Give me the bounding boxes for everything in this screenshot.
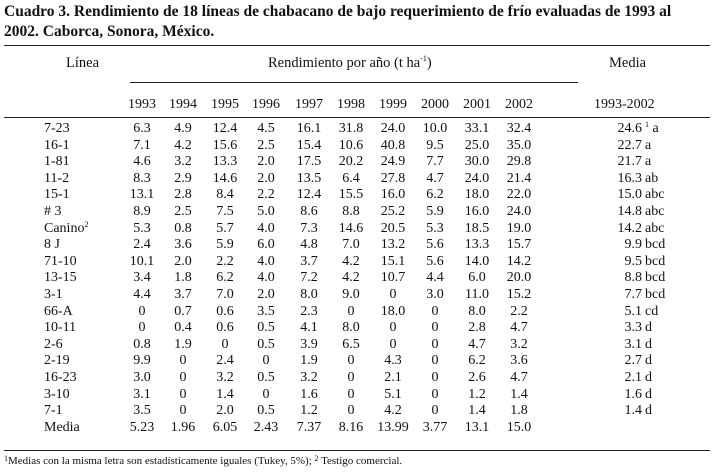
yield-cell: 15.7 (506, 237, 532, 253)
year-header: 1997 (295, 97, 323, 112)
yield-cell: 40.8 (380, 137, 406, 153)
yield-cell: 2.0 (257, 154, 275, 170)
yield-cell: 6.2 (468, 353, 486, 369)
yield-cell: 7.2 (300, 270, 318, 286)
row-line-label: 16-23 (44, 369, 77, 385)
yield-cell: 0 (179, 353, 187, 369)
yield-cell: 0 (179, 403, 187, 419)
table-body (0, 121, 717, 436)
yield-cell: 0 (431, 403, 439, 419)
yield-cell: 2.2 (510, 303, 528, 319)
table-row (0, 403, 717, 420)
yield-cell: 4.2 (342, 270, 360, 286)
top-rule (4, 45, 710, 46)
yield-cell: 0.8 (174, 220, 192, 236)
yield-cell: 3.2 (216, 369, 234, 385)
significance-letters: $^1$ a (645, 120, 659, 136)
yield-cell: 0.7 (174, 303, 192, 319)
row-line-label: 2-6 (44, 336, 63, 352)
significance-letters: bcd (645, 286, 666, 302)
yield-cell: 5.0 (257, 203, 275, 219)
mean-cell: 5.1 (624, 303, 642, 319)
yield-cell: 16.0 (464, 203, 490, 219)
yield-cell: 13.5 (296, 170, 322, 186)
mean-cell: 3.3 (624, 320, 642, 336)
yield-cell: 1.2 (300, 403, 318, 419)
yield-cell: 4.2 (384, 403, 402, 419)
yield-cell: 3.6 (174, 237, 192, 253)
yield-cell: 13.1 (129, 187, 155, 203)
yield-cell: 1.9 (300, 353, 318, 369)
yield-cell: 7.5 (216, 203, 234, 219)
yield-cell: 8.16 (338, 419, 364, 435)
table-row (0, 171, 717, 188)
yield-cell: 18.5 (464, 220, 490, 236)
yield-cell: 35.0 (506, 137, 532, 153)
yield-cell: 13.3 (464, 237, 490, 253)
yield-cell: 3.2 (300, 369, 318, 385)
yield-cell: 6.4 (342, 170, 360, 186)
yield-cell: 13.3 (212, 154, 238, 170)
table-row (0, 237, 717, 254)
yield-cell: 8.8 (342, 203, 360, 219)
yield-cell: 5.3 (426, 220, 444, 236)
yield-cell: 13.99 (377, 419, 409, 435)
significance-letters: d (645, 336, 652, 352)
table-row (0, 221, 717, 238)
yield-cell: 5.7 (216, 220, 234, 236)
yield-cell: 0 (138, 320, 146, 336)
table-row (0, 387, 717, 404)
yield-cell: 2.1 (384, 369, 402, 385)
yield-cell: 4.2 (342, 253, 360, 269)
year-header: 2001 (463, 97, 491, 112)
yield-cell: 24.9 (380, 154, 406, 170)
yield-cell: 15.4 (296, 137, 322, 153)
yield-cell: 19.0 (506, 220, 532, 236)
yield-cell: 0 (347, 369, 355, 385)
yield-cell: 22.0 (506, 187, 532, 203)
yield-cell: 30.0 (464, 154, 490, 170)
row-line-label: 8 J (44, 237, 60, 253)
table-row (0, 320, 717, 337)
yield-cell: 1.2 (468, 386, 486, 402)
yield-cell: 15.1 (380, 253, 406, 269)
table-row (0, 154, 717, 171)
yield-cell: 5.1 (384, 386, 402, 402)
yield-cell: 4.7 (468, 336, 486, 352)
row-line-label: 7-23 (44, 121, 70, 136)
yield-cell: 21.4 (506, 170, 532, 186)
significance-letters: d (645, 353, 652, 369)
yield-cell: 1.8 (174, 270, 192, 286)
yield-cell: 3.1 (133, 386, 151, 402)
significance-letters: bcd (645, 237, 666, 253)
yield-cell: 0 (347, 303, 355, 319)
row-line-label: 3-1 (44, 286, 63, 302)
row-line-label: 15-1 (44, 187, 70, 203)
yield-cell: 0 (138, 303, 146, 319)
yield-cell: 4.6 (133, 154, 151, 170)
yield-cell: 24.0 (380, 121, 406, 136)
yield-cell: 2.0 (174, 253, 192, 269)
yield-cell: 9.0 (342, 286, 360, 302)
yield-cell: 6.0 (257, 237, 275, 253)
significance-letters: abc (645, 203, 665, 219)
yield-cell: 2.3 (300, 303, 318, 319)
yield-cell: 7.7 (426, 154, 444, 170)
yield-cell: 24.0 (464, 170, 490, 186)
yield-cell: 15.2 (506, 286, 532, 302)
yield-cell: 0 (179, 386, 187, 402)
yield-cell: 2.8 (174, 187, 192, 203)
yield-cell: 2.4 (216, 353, 234, 369)
table-row (0, 420, 717, 437)
yield-cell: 3.7 (174, 286, 192, 302)
yield-cell: 2.8 (468, 320, 486, 336)
yield-cell: 4.1 (300, 320, 318, 336)
yield-cell: 0 (431, 353, 439, 369)
year-header: 2000 (421, 97, 449, 112)
table-row (0, 121, 717, 138)
row-line-label: 66-A (44, 303, 73, 319)
significance-letters: abc (645, 187, 665, 203)
yield-cell: 1.8 (510, 403, 528, 419)
table-row (0, 370, 717, 387)
footnote: $^1$Medias con la misma letra son estadísticamente iguales (Tukey, 5%); $^2$ Testigo comercial. (4, 454, 403, 467)
yield-cell: 3.6 (510, 353, 528, 369)
yield-cell: 4.0 (257, 270, 275, 286)
yield-cell: 5.23 (129, 419, 155, 435)
mean-cell: 21.7 (617, 154, 642, 170)
yield-cell: 4.4 (133, 286, 151, 302)
yield-cell: 5.9 (216, 237, 234, 253)
yield-cell: 0.5 (257, 320, 275, 336)
yield-cell: 4.5 (257, 121, 275, 136)
yield-cell: 2.2 (216, 253, 234, 269)
yield-cell: 7.1 (133, 137, 151, 153)
table-row (0, 304, 717, 321)
yield-cell: 4.4 (426, 270, 444, 286)
yield-cell: 8.0 (342, 320, 360, 336)
yield-cell: 0 (431, 369, 439, 385)
yield-cell: 0.5 (257, 336, 275, 352)
yield-cell: 10.6 (338, 137, 364, 153)
yield-cell: 2.6 (468, 369, 486, 385)
yield-cell: 4.7 (510, 320, 528, 336)
yield-cell: 2.0 (257, 170, 275, 186)
yield-cell: 7.3 (300, 220, 318, 236)
yield-cell: 13.2 (380, 237, 406, 253)
yield-cell: 0.5 (257, 403, 275, 419)
yield-cell: 8.0 (468, 303, 486, 319)
yield-cell: 0.4 (174, 320, 192, 336)
years-rule (130, 82, 578, 83)
row-line-label: 3-10 (44, 386, 70, 402)
row-line-label: 13-15 (44, 270, 77, 286)
mean-cell: 9.9 (624, 237, 642, 253)
yield-cell: 0 (262, 353, 270, 369)
yield-cell: 15.0 (506, 419, 532, 435)
yield-cell: 1.4 (510, 386, 528, 402)
yield-cell: 14.0 (464, 253, 490, 269)
bottom-rule (4, 450, 710, 451)
mean-cell: 15.0 (617, 187, 642, 203)
yield-cell: 25.0 (464, 137, 490, 153)
yield-cell: 3.9 (300, 336, 318, 352)
yield-cell: 0 (389, 336, 397, 352)
row-line-label: 1-81 (44, 154, 70, 170)
yield-cell: 6.0 (468, 270, 486, 286)
yield-cell: 4.3 (384, 353, 402, 369)
yield-cell: 10.7 (380, 270, 406, 286)
yield-cell: 2.0 (257, 286, 275, 302)
yield-cell: 3.5 (133, 403, 151, 419)
mean-cell: 1.6 (624, 386, 642, 402)
yield-cell: 6.3 (133, 121, 151, 136)
yield-cell: 3.2 (510, 336, 528, 352)
mean-cell: 14.2 (617, 220, 642, 236)
yield-cell: 0 (431, 303, 439, 319)
significance-letters: a (645, 137, 652, 153)
yield-cell: 15.6 (212, 137, 238, 153)
yield-cell: 3.0 (133, 369, 151, 385)
yield-cell: 10.0 (422, 121, 448, 136)
yield-cell: 1.6 (300, 386, 318, 402)
year-header: 1996 (252, 97, 280, 112)
yield-cell: 2.0 (216, 403, 234, 419)
row-line-label: 71-10 (44, 253, 77, 269)
yield-cell: 16.1 (296, 121, 322, 136)
yield-cell: 6.2 (216, 270, 234, 286)
yield-cell: 4.0 (257, 220, 275, 236)
yield-cell: 8.6 (300, 203, 318, 219)
yield-cell: 15.5 (338, 187, 364, 203)
yield-cell: 8.4 (216, 187, 234, 203)
yield-cell: 0 (347, 353, 355, 369)
table-row (0, 138, 717, 155)
row-line-label: 7-1 (44, 403, 63, 419)
yield-cell: 7.37 (296, 419, 322, 435)
year-header: 2002 (505, 97, 533, 112)
row-line-label: 10-11 (44, 320, 77, 336)
yield-cell: 1.9 (174, 336, 192, 352)
yield-cell: 0.8 (133, 336, 151, 352)
year-header: 1998 (337, 97, 365, 112)
mean-cell: 1.4 (624, 403, 642, 419)
yield-cell: 1.96 (170, 419, 196, 435)
significance-letters: abc (645, 220, 665, 236)
yield-cell: 18.0 (380, 303, 406, 319)
yield-cell: 4.2 (174, 137, 192, 153)
year-header: 1993 (128, 97, 156, 112)
yield-cell: 5.6 (426, 253, 444, 269)
table-caption: Cuadro 3. Rendimiento de 18 líneas de chabacano de bajo requerimiento de frío evaluadas de 1993 al 2002. Caborca, Sonora, México. (4, 3, 672, 40)
yield-cell: 18.0 (464, 187, 490, 203)
yield-cell: 9.5 (426, 137, 444, 153)
yield-cell: 3.77 (422, 419, 448, 435)
yield-cell: 6.5 (342, 336, 360, 352)
header-media: Media (609, 55, 647, 71)
mean-cell: 2.1 (624, 369, 642, 385)
yield-cell: 16.0 (380, 187, 406, 203)
yield-cell: 7.0 (216, 286, 234, 302)
yield-cell: 3.7 (300, 253, 318, 269)
year-header: 1999 (379, 97, 407, 112)
yield-cell: 5.9 (426, 203, 444, 219)
yield-cell: 27.8 (380, 170, 406, 186)
yield-cell: 12.4 (296, 187, 322, 203)
year-header: 1995 (211, 97, 239, 112)
yield-cell: 2.5 (174, 203, 192, 219)
yield-cell: 0 (262, 386, 270, 402)
yield-cell: 1.4 (216, 386, 234, 402)
row-line-label: 2-19 (44, 353, 70, 369)
mean-cell: 7.7 (624, 286, 642, 302)
yield-cell: 5.6 (426, 237, 444, 253)
yield-cell: 4.7 (510, 369, 528, 385)
yield-cell: 6.05 (212, 419, 238, 435)
yield-cell: 10.1 (129, 253, 155, 269)
mean-cell: 14.8 (617, 203, 642, 219)
yield-cell: 0 (431, 386, 439, 402)
mean-cell: 8.8 (624, 270, 642, 286)
table-row (0, 204, 717, 221)
header-media-range: 1993-2002 (594, 97, 655, 112)
mean-cell: 24.6 (617, 121, 642, 136)
yield-cell: 25.2 (380, 203, 406, 219)
yield-cell: 1.4 (468, 403, 486, 419)
yield-cell: 0 (389, 286, 397, 302)
yield-cell: 9.9 (133, 353, 151, 369)
table-row (0, 287, 717, 304)
yield-cell: 0.6 (216, 303, 234, 319)
yield-cell: 32.4 (506, 121, 532, 136)
header-linea: Línea (66, 55, 100, 71)
yield-cell: 11.0 (465, 286, 489, 302)
yield-cell: 17.5 (296, 154, 322, 170)
yield-cell: 2.43 (253, 419, 279, 435)
yield-cell: 0 (347, 403, 355, 419)
significance-letters: d (645, 386, 652, 402)
significance-letters: bcd (645, 270, 666, 286)
row-line-label: 16-1 (44, 137, 70, 153)
row-line-label: Media (44, 419, 80, 435)
significance-letters: d (645, 369, 652, 385)
yield-cell: 24.0 (506, 203, 532, 219)
significance-letters: a (645, 154, 652, 170)
yield-cell: 12.4 (212, 121, 238, 136)
yield-cell: 8.3 (133, 170, 151, 186)
yield-cell: 4.7 (426, 170, 444, 186)
yield-cell: 20.2 (338, 154, 364, 170)
yield-cell: 13.1 (464, 419, 490, 435)
yield-cell: 33.1 (464, 121, 490, 136)
yield-cell: 2.4 (133, 237, 151, 253)
yield-cell: 20.0 (506, 270, 532, 286)
table-row (0, 353, 717, 370)
yield-cell: 14.6 (338, 220, 364, 236)
yield-cell: 0 (347, 386, 355, 402)
header-bottom-rule (4, 117, 710, 118)
yield-cell: 0.5 (257, 369, 275, 385)
yield-cell: 31.8 (338, 121, 364, 136)
mean-cell: 16.3 (617, 170, 642, 186)
table-row (0, 270, 717, 287)
yield-cell: 3.5 (257, 303, 275, 319)
row-line-label: # 3 (44, 203, 62, 219)
row-line-label: Canino$^2$ (44, 219, 89, 236)
yield-cell: 4.8 (300, 237, 318, 253)
yield-cell: 3.4 (133, 270, 151, 286)
yield-cell: 6.2 (426, 187, 444, 203)
mean-cell: 9.5 (624, 253, 642, 269)
yield-cell: 2.9 (174, 170, 192, 186)
significance-letters: bcd (645, 253, 666, 269)
significance-letters: ab (645, 170, 659, 186)
mean-cell: 3.1 (624, 336, 642, 352)
yield-cell: 0 (431, 336, 439, 352)
row-line-label: 11-2 (44, 170, 70, 186)
yield-cell: 4.0 (257, 253, 275, 269)
year-header: 1994 (169, 97, 197, 112)
significance-letters: d (645, 403, 652, 419)
table-row (0, 187, 717, 204)
table-row (0, 337, 717, 354)
yield-cell: 2.2 (257, 187, 275, 203)
yield-cell: 3.2 (174, 154, 192, 170)
yield-cell: 14.6 (212, 170, 238, 186)
yield-cell: 0.6 (216, 320, 234, 336)
significance-letters: d (645, 320, 652, 336)
mean-cell: 2.7 (624, 353, 642, 369)
yield-cell: 0 (389, 320, 397, 336)
table-row (0, 254, 717, 271)
header-rendimiento: Rendimiento por año (t $ha^{-1}$) (268, 54, 432, 71)
yield-cell: 4.9 (174, 121, 192, 136)
yield-cell: 29.8 (506, 154, 532, 170)
mean-cell: 22.7 (617, 137, 642, 153)
yield-cell: 0 (179, 369, 187, 385)
yield-cell: 14.2 (506, 253, 532, 269)
yield-cell: 0 (221, 336, 229, 352)
significance-letters: cd (645, 303, 659, 319)
yield-cell: 3.0 (426, 286, 444, 302)
yield-cell: 20.5 (380, 220, 406, 236)
yield-cell: 7.0 (342, 237, 360, 253)
yield-cell: 0 (431, 320, 439, 336)
yield-cell: 2.5 (257, 137, 275, 153)
yield-cell: 8.0 (300, 286, 318, 302)
yield-cell: 8.9 (133, 203, 151, 219)
yield-cell: 5.3 (133, 220, 151, 236)
